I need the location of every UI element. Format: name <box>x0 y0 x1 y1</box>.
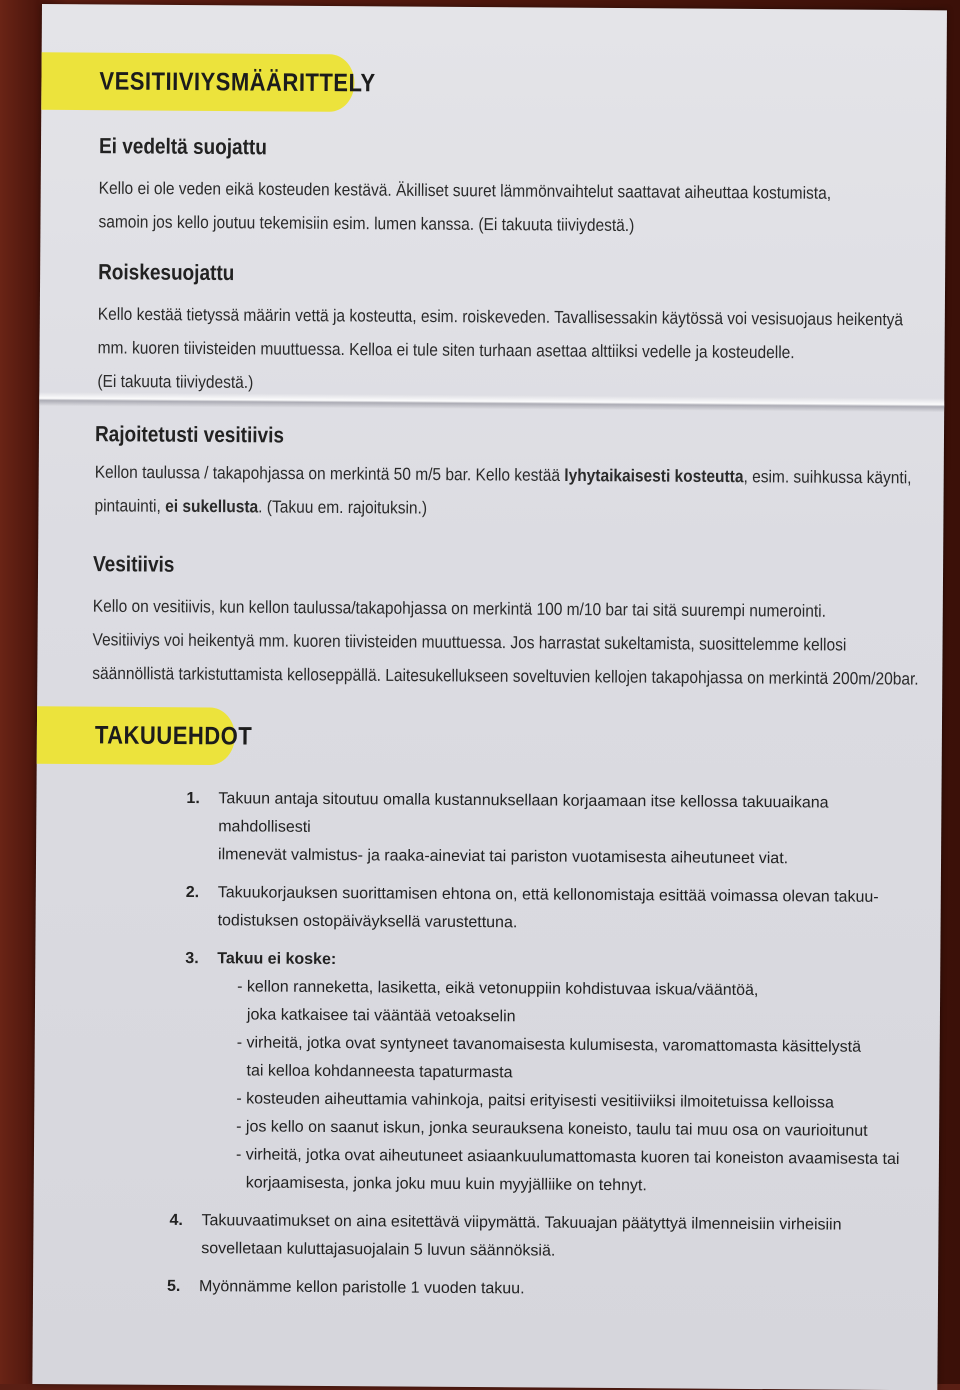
text-line: korjaamisesta, jonka joku muu kuin myyjälliike on tehnyt. <box>245 1174 647 1195</box>
text-line <box>95 456 912 495</box>
section-text-limited-waterproof <box>94 456 911 529</box>
list-number: 4. <box>169 1211 183 1230</box>
section-title-limited-waterproof: Rajoitetusti vesitiivis <box>94 422 285 449</box>
text-line: - kosteuden aiheuttamia vahinkoja, paitsi erityisesti vesitiiviiksi ilmoitetuissa kelloissa <box>236 1090 834 1112</box>
section-title-splash-proof: Roiskesuojattu <box>98 260 235 286</box>
text-line: joka katkaisee tai vääntää vetoakselin <box>246 1006 516 1026</box>
text-line: Myönnämme kellon paristolle 1 vuoden takuu. <box>198 1278 525 1298</box>
sub-item <box>216 1029 904 1090</box>
text-run-bold: ei sukellusta <box>165 497 259 517</box>
list-number: 5. <box>166 1277 181 1295</box>
section-text-not-waterproof <box>98 172 831 244</box>
warranty-banner-text: TAKUUEHDOT <box>94 720 253 751</box>
text-line: säännöllistä tarkistuttamista kelloseppällä. Laitesukellukseen soveltuvien kellojen takapohjassa on merkintä 200m/20bar. <box>92 664 919 690</box>
warranty-leaflet <box>32 4 947 1390</box>
section-text-waterproof <box>92 590 919 697</box>
list-item <box>186 785 907 874</box>
text-line: samoin jos kello joutuu tekemisiin esim. lumen kanssa. (Ei takuuta tiiviydestä.) <box>98 212 635 236</box>
list-item <box>167 1273 903 1306</box>
text-line: Takuuvaatimukset on aina esitettävä viipymättä. Takuuajan päätyttyä ilmenneisiin virheisiin <box>201 1212 842 1234</box>
text-line: - jos kello on saanut iskun, jonka seurauksena koneisto, taulu tai muu osa on vaurioitunut <box>236 1118 868 1140</box>
text-line: (Ei takuuta tiiviydestä.) <box>97 372 254 393</box>
text-line: Vesitiiviys voi heikentyä mm. kuoren tiivisteiden muuttuessa. Jos harrastat sukeltamista, suosittelemme kellosi <box>92 630 847 655</box>
list-heading: Takuu ei koske: <box>217 950 337 969</box>
waterproof-banner <box>41 52 376 112</box>
list-number: 1. <box>186 790 200 808</box>
section-text-splash-proof <box>97 298 903 404</box>
text-line: mm. kuoren tiivisteiden muuttuessa. Kelloa ei tule siten turhaan asettaa alttiiksi vedelle ja kosteudelle. <box>97 338 795 363</box>
text-run-bold: lyhytaikaisesti kosteutta <box>564 466 744 487</box>
sub-item <box>217 973 905 1034</box>
list-item <box>169 1207 903 1268</box>
text-line: tai kelloa kohdanneesta tapaturmasta <box>246 1062 513 1082</box>
text-run: Kellon taulussa / takapohjassa on merkintä 50 m/5 bar. Kello kestää <box>94 463 565 486</box>
list-item <box>186 879 906 940</box>
waterproof-banner-text: VESITIIVIYSMÄÄRITTELY <box>99 66 376 98</box>
sub-item <box>216 1141 904 1202</box>
list-number: 2. <box>185 884 200 902</box>
text-line: Takuukorjauksen suorittamisen ehtona on, että kellonomistaja esittää voimassa olevan takuu- <box>217 884 879 906</box>
text-line: - virheitä, jotka ovat aiheutuneet asiaankuulumattomasta kuoren tai koneiston avaamisesta tai <box>235 1146 900 1169</box>
text-line: ilmenevät valmistus- ja raaka-aineviat tai pariston vuotamisesta aiheutuneet viat. <box>218 846 789 868</box>
list-item <box>184 945 906 1202</box>
text-line: todistuksen ostopäiväyksellä varustettuna. <box>217 912 518 932</box>
text-line: Kello ei ole veden eikä kosteuden kestävä. Äkilliset suuret lämmönvaihtelut saattavat aiheuttaa kostumista, <box>98 179 832 204</box>
text-line <box>94 490 911 529</box>
text-line: Kello on vesitiivis, kun kellon taulussa/takapohjassa on merkintä 100 m/10 bar tai sitä suurempi numerointi. <box>92 597 827 622</box>
section-title-waterproof: Vesitiivis <box>93 552 175 578</box>
text-line: Takuun antaja sitoutuu omalla kustannuksellaan korjaamaan itse kellossa takuuaikana mahdollisesti <box>218 790 829 836</box>
text-run: , esim. suihkussa käynti, <box>743 467 912 488</box>
text-line: sovelletaan kuluttajasuojalain 5 luvun säännöksiä. <box>201 1240 556 1260</box>
text-run: pintauinti, <box>94 496 166 517</box>
text-line: - kellon ranneketta, lasiketta, eikä vetonuppiin kohdistuvaa iskua/vääntöä, <box>237 978 759 1000</box>
list-number: 3. <box>185 950 199 968</box>
text-line: Kello kestää tietyssä määrin vettä ja kosteutta, esim. roiskeveden. Tavallisessakin käytössä voi vesisuojaus heikentyä <box>97 305 904 330</box>
warranty-banner <box>37 706 253 765</box>
text-run: . (Takuu em. rajoituksin.) <box>258 497 428 519</box>
text-line: - virheitä, jotka ovat syntyneet tavanomaisesta kulumisesta, varomattomasta käsittelystä <box>236 1034 862 1056</box>
section-title-not-waterproof: Ei vedeltä suojattu <box>98 134 267 161</box>
warranty-terms-list <box>166 785 907 1316</box>
